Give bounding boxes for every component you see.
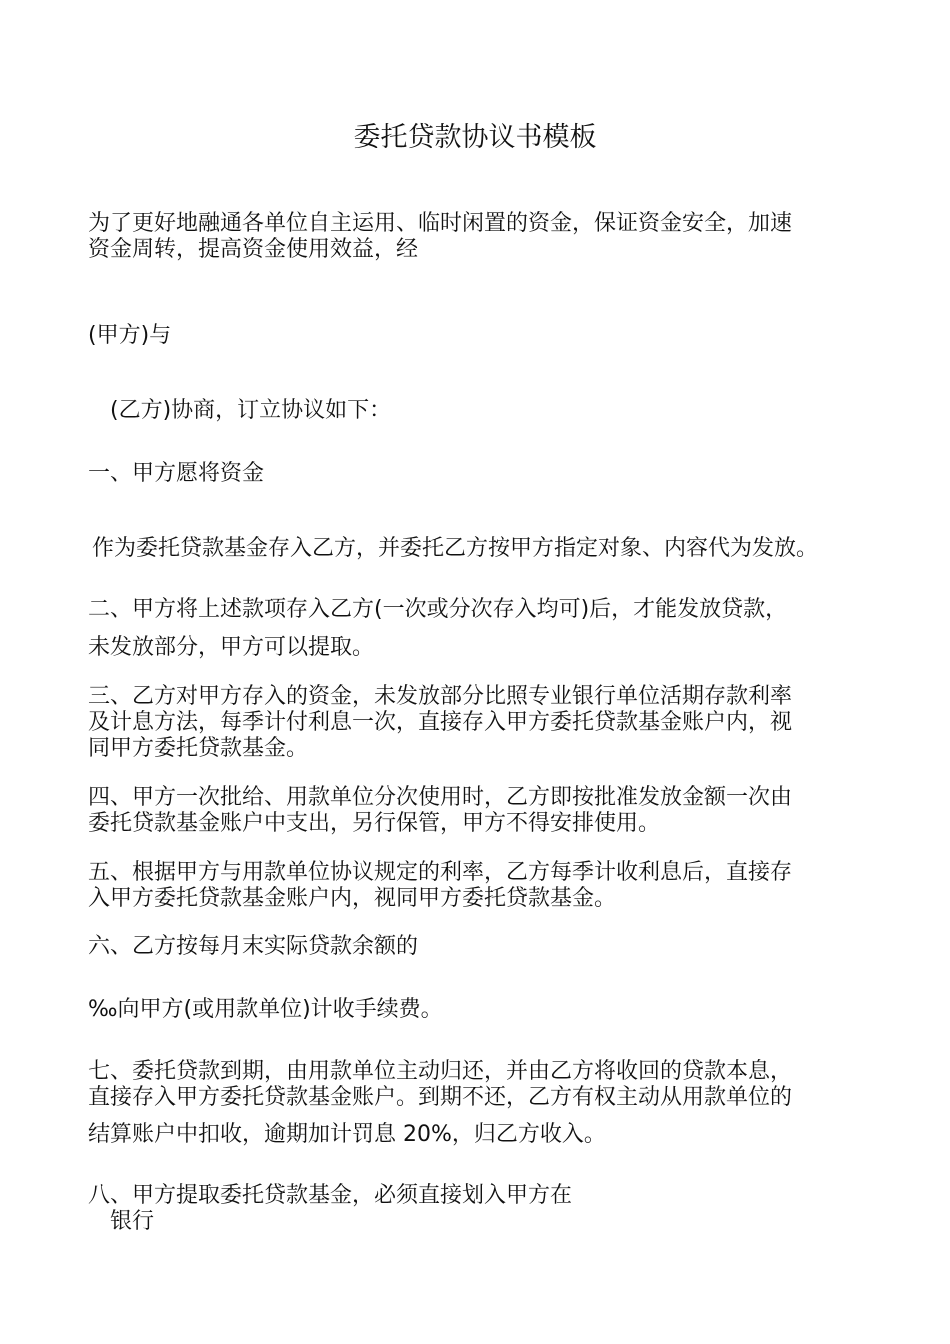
clause-7-line-3: 结算账户中扣收，逾期加计罚息 20%，归乙方收入。 <box>88 1122 606 1147</box>
clause-4-line-2: 委托贷款基金账户中支出，另行保管，甲方不得安排使用。 <box>88 811 661 836</box>
clause-3-line-3: 同甲方委托贷款基金。 <box>88 736 309 761</box>
clause-8-line-2: 银行 <box>110 1209 155 1234</box>
clause-8-line-1: 八、甲方提取委托贷款基金，必须直接划入甲方在 <box>88 1183 573 1208</box>
clause-7-line-2: 直接存入甲方委托贷款基金账户。到期不还，乙方有权主动从用款单位的 <box>88 1085 793 1110</box>
clause-2-line-2: 未发放部分，甲方可以提取。 <box>88 635 375 660</box>
clause-6-line-1: 六、乙方按每月末实际贷款余额的 <box>88 934 419 959</box>
clause-2-line-1: 二、甲方将上述款项存入乙方(一次或分次存入均可)后，才能发放贷款， <box>88 597 788 622</box>
clause-3-line-2: 及计息方法，每季计付利息一次，直接存入甲方委托贷款基金账户内，视 <box>88 710 793 735</box>
clause-1-line-1: 一、甲方愿将资金 <box>88 461 265 486</box>
party-a-line: (甲方)与 <box>88 323 172 348</box>
clause-7-line-1: 七、委托贷款到期，由用款单位主动归还，并由乙方将收回的贷款本息， <box>88 1059 793 1084</box>
clause-4-line-1: 四、甲方一次批给、用款单位分次使用时，乙方即按批准发放金额一次由 <box>88 785 793 810</box>
paragraph-intro-line-1: 为了更好地融通各单位自主运用、临时闲置的资金，保证资金安全，加速 <box>88 211 793 236</box>
paragraph-intro-line-2: 资金周转，提高资金使用效益，经 <box>88 237 419 262</box>
clause-1-line-2: 作为委托贷款基金存入乙方，并委托乙方按甲方指定对象、内容代为发放。 <box>92 536 819 561</box>
document-title: 委托贷款协议书模板 <box>353 122 597 153</box>
clause-5-line-1: 五、根据甲方与用款单位协议规定的利率，乙方每季计收利息后，直接存 <box>88 860 793 885</box>
clause-5-line-2: 入甲方委托贷款基金账户内，视同甲方委托贷款基金。 <box>88 886 617 911</box>
party-b-line: (乙方)协商，订立协议如下： <box>110 398 392 423</box>
clause-3-line-1: 三、乙方对甲方存入的资金，未发放部分比照专业银行单位活期存款利率 <box>88 684 793 709</box>
clause-6-line-2: ‰向甲方(或用款单位)计收手续费。 <box>88 997 443 1022</box>
